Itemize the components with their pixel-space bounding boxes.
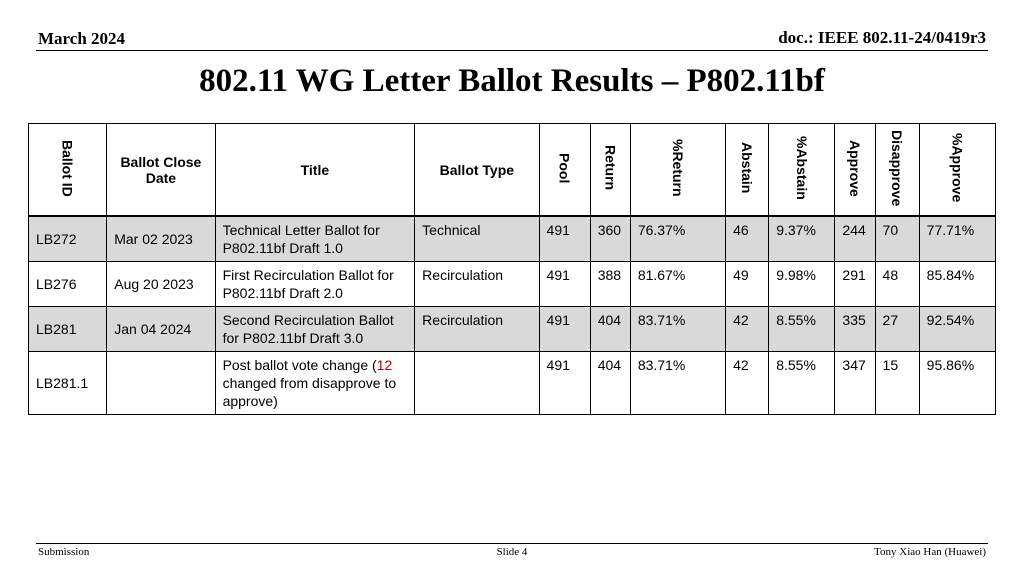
- col-header-pct-approve: %Approve: [919, 124, 995, 217]
- cell-disapprove: 27: [875, 307, 919, 352]
- cell-pct-return: 76.37%: [630, 216, 725, 262]
- cell-ballot-id: LB281.1: [29, 352, 107, 415]
- cell-abstain: 49: [726, 262, 769, 307]
- footer-slide-number: Slide 4: [496, 546, 528, 558]
- col-header-abstain: Abstain: [726, 124, 769, 217]
- cell-title: First Recirculation Ballot for P802.11bf Draft 2.0: [215, 262, 415, 307]
- col-header-title: Title: [215, 124, 415, 217]
- cell-title: Second Recirculation Ballot for P802.11bf Draft 3.0: [215, 307, 415, 352]
- changed-count: 12: [376, 357, 393, 373]
- table-header-row: [29, 124, 996, 217]
- cell-pct-abstain: 9.98%: [769, 262, 835, 307]
- col-header-pct-return: %Return: [630, 124, 725, 217]
- cell-ballot-type: Recirculation: [415, 307, 539, 352]
- ballot-results-table: [28, 123, 996, 415]
- cell-ballot-type: Recirculation: [415, 262, 539, 307]
- table-row: [29, 262, 996, 307]
- cell-pct-abstain: 9.37%: [769, 216, 835, 262]
- table-row: [29, 307, 996, 352]
- cell-ballot-type: [415, 352, 539, 415]
- cell-pct-approve: 95.86%: [919, 352, 995, 415]
- cell-pct-approve: 92.54%: [919, 307, 995, 352]
- cell-return: 360: [590, 216, 630, 262]
- col-header-approve: Approve: [835, 124, 875, 217]
- cell-return: 404: [590, 307, 630, 352]
- cell-approve: 291: [835, 262, 875, 307]
- col-header-pool: Pool: [539, 124, 590, 217]
- cell-pct-abstain: 8.55%: [769, 307, 835, 352]
- cell-approve: 335: [835, 307, 875, 352]
- cell-return: 404: [590, 352, 630, 415]
- cell-return: 388: [590, 262, 630, 307]
- cell-pct-return: 83.71%: [630, 352, 725, 415]
- cell-disapprove: 70: [875, 216, 919, 262]
- cell-pool: 491: [539, 352, 590, 415]
- cell-pct-approve: 85.84%: [919, 262, 995, 307]
- header-date: March 2024: [38, 29, 126, 48]
- col-header-disapprove: Disapprove: [875, 124, 919, 217]
- col-header-close-date: Ballot Close Date: [107, 124, 215, 217]
- cell-disapprove: 48: [875, 262, 919, 307]
- table-row: [29, 216, 996, 262]
- table-row: [29, 352, 996, 415]
- cell-pool: 491: [539, 262, 590, 307]
- footer-author: Tony Xiao Han (Huawei): [874, 546, 986, 558]
- cell-pool: 491: [539, 216, 590, 262]
- cell-approve: 244: [835, 216, 875, 262]
- title-prefix: Post ballot vote change (: [222, 357, 377, 373]
- cell-title: Technical Letter Ballot for P802.11bf Draft 1.0: [215, 216, 415, 262]
- cell-close-date: [107, 352, 215, 415]
- col-header-ballot-id: Ballot ID: [29, 124, 107, 217]
- cell-close-date: Jan 04 2024: [107, 307, 215, 352]
- col-header-ballot-type: Ballot Type: [415, 124, 539, 217]
- cell-approve: 347: [835, 352, 875, 415]
- slide-title: 802.11 WG Letter Ballot Results – P802.11bf: [199, 63, 825, 99]
- cell-pct-abstain: 8.55%: [769, 352, 835, 415]
- header-doc-number: doc.: IEEE 802.11-24/0419r3: [778, 28, 986, 47]
- cell-ballot-type: Technical: [415, 216, 539, 262]
- cell-disapprove: 15: [875, 352, 919, 415]
- cell-ballot-id: LB272: [29, 216, 107, 262]
- col-header-return: Return: [590, 124, 630, 217]
- title-suffix: changed from disapprove to approve): [222, 375, 397, 409]
- header-divider: [36, 50, 988, 51]
- cell-ballot-id: LB276: [29, 262, 107, 307]
- cell-abstain: 42: [726, 307, 769, 352]
- cell-pool: 491: [539, 307, 590, 352]
- footer-divider: [36, 543, 988, 544]
- footer-submission: Submission: [38, 546, 90, 558]
- cell-abstain: 46: [726, 216, 769, 262]
- cell-pct-return: 81.67%: [630, 262, 725, 307]
- cell-abstain: 42: [726, 352, 769, 415]
- cell-pct-approve: 77.71%: [919, 216, 995, 262]
- cell-title: [215, 352, 415, 415]
- col-header-pct-abstain: %Abstain: [769, 124, 835, 217]
- cell-close-date: Aug 20 2023: [107, 262, 215, 307]
- cell-close-date: Mar 02 2023: [107, 216, 215, 262]
- cell-ballot-id: LB281: [29, 307, 107, 352]
- cell-pct-return: 83.71%: [630, 307, 725, 352]
